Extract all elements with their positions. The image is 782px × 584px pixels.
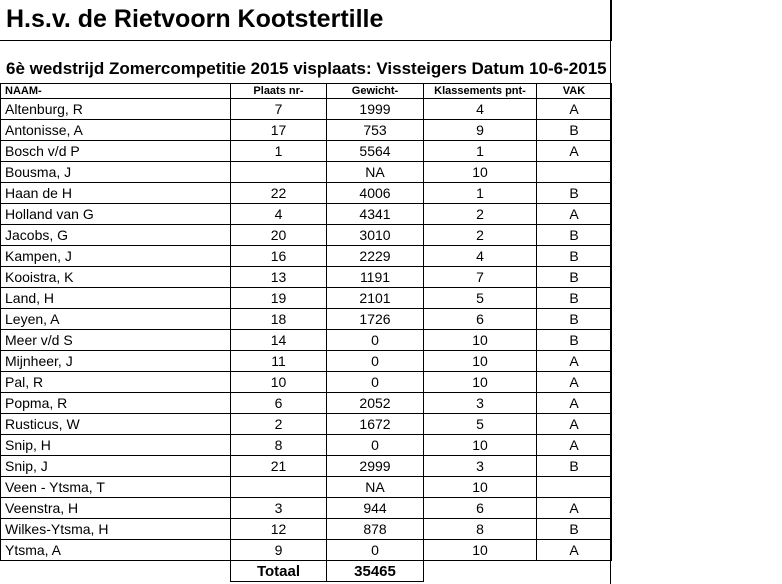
cell-naam[interactable]: Jacobs, G (1, 225, 231, 246)
cell-plaats[interactable]: 7 (231, 99, 327, 120)
cell-klassement[interactable]: 10 (424, 477, 537, 498)
cell-gewicht[interactable]: 0 (327, 351, 424, 372)
cell-vak[interactable]: B (537, 120, 612, 141)
cell-vak[interactable]: B (537, 330, 612, 351)
cell-gewicht[interactable]: 5564 (327, 141, 424, 162)
table-row (1, 414, 612, 435)
cell-gewicht[interactable]: 1999 (327, 99, 424, 120)
cell-gewicht[interactable]: NA (327, 477, 424, 498)
cell-naam[interactable]: Leyen, A (1, 309, 231, 330)
total-empty-cell (424, 561, 537, 582)
cell-vak[interactable]: B (537, 456, 612, 477)
table-row (1, 246, 612, 267)
cell-plaats[interactable]: 4 (231, 204, 327, 225)
cell-vak[interactable]: A (537, 540, 612, 561)
cell-klassement[interactable]: 6 (424, 309, 537, 330)
total-empty-cell (1, 561, 231, 582)
cell-gewicht[interactable]: 4341 (327, 204, 424, 225)
header-plaats[interactable]: Plaats nr- (231, 84, 327, 99)
table-row (1, 519, 612, 540)
cell-plaats[interactable]: 2 (231, 414, 327, 435)
cell-vak[interactable]: A (537, 351, 612, 372)
cell-plaats[interactable]: 1 (231, 141, 327, 162)
cell-gewicht[interactable]: 2229 (327, 246, 424, 267)
header-row (1, 84, 612, 99)
table-row (1, 456, 612, 477)
cell-gewicht[interactable]: 2101 (327, 288, 424, 309)
cell-plaats[interactable]: 19 (231, 288, 327, 309)
cell-vak[interactable]: A (537, 435, 612, 456)
cell-gewicht[interactable]: 2052 (327, 393, 424, 414)
cell-gewicht[interactable]: 1191 (327, 267, 424, 288)
table-row (1, 351, 612, 372)
cell-klassement[interactable]: 4 (424, 99, 537, 120)
cell-vak[interactable]: A (537, 204, 612, 225)
cell-naam[interactable]: Haan de H (1, 183, 231, 204)
cell-klassement[interactable]: 7 (424, 267, 537, 288)
table-row (1, 309, 612, 330)
cell-vak[interactable]: B (537, 288, 612, 309)
table-row (1, 372, 612, 393)
cell-vak[interactable]: A (537, 498, 612, 519)
cell-gewicht[interactable]: 4006 (327, 183, 424, 204)
cell-gewicht[interactable]: 878 (327, 519, 424, 540)
table-row (1, 435, 612, 456)
table-row (1, 183, 612, 204)
cell-plaats[interactable]: 14 (231, 330, 327, 351)
cell-klassement[interactable]: 9 (424, 120, 537, 141)
header-vak[interactable]: VAK (537, 84, 612, 99)
header-gewicht[interactable]: Gewicht- (327, 84, 424, 99)
cell-naam[interactable]: Wilkes-Ytsma, H (1, 519, 231, 540)
cell-plaats[interactable] (231, 477, 327, 498)
table-row (1, 498, 612, 519)
cell-klassement[interactable]: 2 (424, 225, 537, 246)
cell-naam[interactable]: Rusticus, W (1, 414, 231, 435)
cell-plaats[interactable]: 3 (231, 498, 327, 519)
cell-naam[interactable]: Snip, J (1, 456, 231, 477)
total-label[interactable]: Totaal (231, 561, 327, 582)
cell-vak[interactable]: B (537, 519, 612, 540)
cell-plaats[interactable]: 11 (231, 351, 327, 372)
cell-gewicht[interactable]: 1672 (327, 414, 424, 435)
cell-klassement[interactable]: 8 (424, 519, 537, 540)
table-row (1, 99, 612, 120)
table-row (1, 120, 612, 141)
table-row (1, 540, 612, 561)
cell-plaats[interactable]: 20 (231, 225, 327, 246)
cell-naam[interactable]: Popma, R (1, 393, 231, 414)
table-row (1, 204, 612, 225)
total-value[interactable]: 35465 (327, 561, 424, 582)
cell-vak[interactable]: B (537, 267, 612, 288)
cell-klassement[interactable]: 10 (424, 540, 537, 561)
cell-gewicht[interactable]: 0 (327, 540, 424, 561)
cell-plaats[interactable] (231, 162, 327, 183)
cell-plaats[interactable]: 18 (231, 309, 327, 330)
cell-plaats[interactable]: 21 (231, 456, 327, 477)
cell-plaats[interactable]: 8 (231, 435, 327, 456)
table-row (1, 288, 612, 309)
cell-vak[interactable]: A (537, 99, 612, 120)
cell-vak[interactable]: A (537, 393, 612, 414)
table-row (1, 477, 612, 498)
table-row (1, 393, 612, 414)
cell-naam[interactable]: Kampen, J (1, 246, 231, 267)
cell-vak[interactable] (537, 477, 612, 498)
cell-naam[interactable]: Veen - Ytsma, T (1, 477, 231, 498)
header-naam[interactable]: NAAM- (1, 84, 231, 99)
table-row (1, 225, 612, 246)
cell-gewicht[interactable]: 1726 (327, 309, 424, 330)
cell-vak[interactable]: B (537, 183, 612, 204)
cell-klassement[interactable]: 4 (424, 246, 537, 267)
cell-klassement[interactable]: 3 (424, 393, 537, 414)
cell-naam[interactable]: Bousma, J (1, 162, 231, 183)
cell-klassement[interactable]: 10 (424, 162, 537, 183)
cell-klassement[interactable]: 10 (424, 351, 537, 372)
cell-gewicht[interactable]: 2999 (327, 456, 424, 477)
cell-naam[interactable]: Altenburg, R (1, 99, 231, 120)
cell-vak[interactable]: A (537, 372, 612, 393)
cell-plaats[interactable]: 13 (231, 267, 327, 288)
cell-klassement[interactable]: 1 (424, 183, 537, 204)
cell-vak[interactable]: B (537, 246, 612, 267)
cell-vak[interactable]: A (537, 141, 612, 162)
total-row (1, 561, 612, 582)
cell-klassement[interactable]: 6 (424, 498, 537, 519)
cell-vak[interactable]: A (537, 414, 612, 435)
cell-vak[interactable]: B (537, 225, 612, 246)
sheet-right-border (610, 0, 611, 584)
table-row (1, 141, 612, 162)
title-cell[interactable] (0, 0, 612, 41)
cell-naam[interactable]: Bosch v/d P (1, 141, 231, 162)
cell-gewicht[interactable]: 753 (327, 120, 424, 141)
cell-klassement[interactable]: 5 (424, 288, 537, 309)
total-empty-cell (537, 561, 612, 582)
cell-naam[interactable]: Land, H (1, 288, 231, 309)
cell-vak[interactable]: B (537, 309, 612, 330)
table-row (1, 330, 612, 351)
cell-plaats[interactable]: 22 (231, 183, 327, 204)
cell-gewicht[interactable]: 3010 (327, 225, 424, 246)
results-table (0, 83, 612, 582)
table-row (1, 267, 612, 288)
cell-gewicht[interactable]: NA (327, 162, 424, 183)
cell-naam[interactable]: Veenstra, H (1, 498, 231, 519)
cell-plaats[interactable]: 17 (231, 120, 327, 141)
club-title: H.s.v. de Rietvoorn Kootstertille (6, 5, 384, 33)
cell-klassement[interactable]: 2 (424, 204, 537, 225)
cell-naam[interactable]: Ytsma, A (1, 540, 231, 561)
cell-vak[interactable] (537, 162, 612, 183)
cell-plaats[interactable]: 12 (231, 519, 327, 540)
subtitle-cell[interactable] (0, 57, 611, 83)
cell-naam[interactable]: Snip, H (1, 435, 231, 456)
cell-klassement[interactable]: 10 (424, 435, 537, 456)
cell-naam[interactable]: Mijnheer, J (1, 351, 231, 372)
cell-naam[interactable]: Holland van G (1, 204, 231, 225)
cell-klassement[interactable]: 3 (424, 456, 537, 477)
cell-gewicht[interactable]: 944 (327, 498, 424, 519)
cell-plaats[interactable]: 10 (231, 372, 327, 393)
competition-subtitle: 6è wedstrijd Zomercompetitie 2015 visplaats: Vissteigers Datum 10-6-2015 (6, 59, 607, 78)
cell-naam[interactable]: Meer v/d S (1, 330, 231, 351)
cell-klassement[interactable]: 10 (424, 372, 537, 393)
cell-naam[interactable]: Antonisse, A (1, 120, 231, 141)
cell-naam[interactable]: Kooistra, K (1, 267, 231, 288)
cell-plaats[interactable]: 9 (231, 540, 327, 561)
cell-klassement[interactable]: 10 (424, 330, 537, 351)
cell-plaats[interactable]: 16 (231, 246, 327, 267)
cell-plaats[interactable]: 6 (231, 393, 327, 414)
cell-gewicht[interactable]: 0 (327, 435, 424, 456)
cell-gewicht[interactable]: 0 (327, 372, 424, 393)
header-klassement[interactable]: Klassements pnt- (424, 84, 537, 99)
table-row (1, 162, 612, 183)
cell-klassement[interactable]: 1 (424, 141, 537, 162)
cell-gewicht[interactable]: 0 (327, 330, 424, 351)
cell-naam[interactable]: Pal, R (1, 372, 231, 393)
cell-klassement[interactable]: 5 (424, 414, 537, 435)
